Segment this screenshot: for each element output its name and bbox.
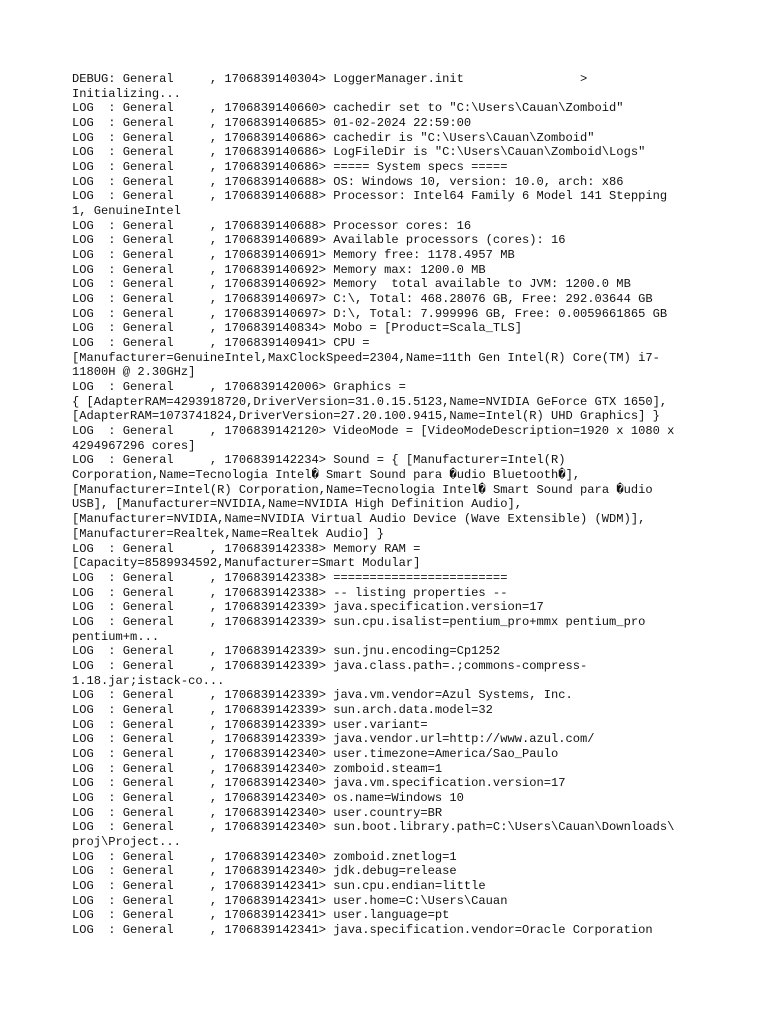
log-line: LOG : General , 1706839142340> os.name=Windows 10	[72, 790, 464, 805]
log-line: 11800H @ 2.30GHz]	[72, 365, 196, 380]
log-line: proj\Project...	[72, 834, 181, 849]
log-text-block	[72, 72, 712, 938]
log-line: LOG : General , 1706839140941> CPU =	[72, 336, 370, 351]
log-line: LOG : General , 1706839142339> java.vm.vendor=Azul Systems, Inc.	[72, 688, 573, 703]
log-line: LOG : General , 1706839142341> user.language=pt	[72, 908, 450, 923]
log-line: Corporation,Name=Tecnologia Intel� Smart Sound para �udio Bluetooth�],	[72, 468, 581, 483]
log-line: LOG : General , 1706839140688> Processor: Intel64 Family 6 Model 141 Stepping	[72, 189, 668, 204]
log-line: LOG : General , 1706839142340> zomboid.steam=1	[72, 761, 443, 776]
log-line: LOG : General , 1706839140688> OS: Windows 10, version: 10.0, arch: x86	[72, 174, 624, 189]
log-line: LOG : General , 1706839140697> D:\, Total: 7.999996 GB, Free: 0.0059661865 GB	[72, 306, 668, 321]
log-line: LOG : General , 1706839142340> user.timezone=America/Sao_Paulo	[72, 746, 559, 761]
log-line: 4294967296 cores]	[72, 438, 196, 453]
log-line: [Manufacturer=Intel(R) Corporation,Name=Tecnologia Intel� Smart Sound para �udio	[72, 482, 653, 497]
log-line: LOG : General , 1706839140691> Memory free: 1178.4957 MB	[72, 248, 515, 263]
log-line: LOG : General , 1706839142338> Memory RAM =	[72, 541, 421, 556]
log-line: LOG : General , 1706839142341> java.specification.vendor=Oracle Corporation	[72, 922, 653, 937]
log-line: LOG : General , 1706839142340> zomboid.znetlog=1	[72, 849, 457, 864]
log-line: LOG : General , 1706839142338> -- listing properties --	[72, 585, 508, 600]
log-line: LOG : General , 1706839142120> VideoMode = [VideoModeDescription=1920 x 1080 x	[72, 424, 675, 439]
log-line: LOG : General , 1706839140689> Available processors (cores): 16	[72, 233, 566, 248]
log-line: [Manufacturer=NVIDIA,Name=NVIDIA Virtual Audio Device (Wave Extensible) (WDM)],	[72, 512, 646, 527]
log-line: LOG : General , 1706839142339> sun.arch.data.model=32	[72, 702, 493, 717]
log-line: LOG : General , 1706839140697> C:\, Total: 468.28076 GB, Free: 292.03644 GB	[72, 292, 653, 307]
log-line: LOG : General , 1706839142006> Graphics =	[72, 380, 406, 395]
log-line: LOG : General , 1706839140685> 01-02-2024 22:59:00	[72, 116, 472, 131]
log-line: [Manufacturer=GenuineIntel,MaxClockSpeed=2304,Name=11th Gen Intel(R) Core(TM) i7-	[72, 350, 660, 365]
log-line: LOG : General , 1706839140686> cachedir is "C:\Users\Cauan\Zomboid"	[72, 130, 595, 145]
log-line: pentium+m...	[72, 629, 160, 644]
log-line: DEBUG: General , 1706839140304> LoggerManager.init >	[72, 72, 588, 86]
log-line: 1, GenuineIntel	[72, 204, 181, 219]
log-line: LOG : General , 1706839140692> Memory max: 1200.0 MB	[72, 262, 486, 277]
log-line: LOG : General , 1706839142341> sun.cpu.endian=little	[72, 878, 486, 893]
log-line: LOG : General , 1706839142339> java.class.path=.;commons-compress-	[72, 658, 588, 673]
log-line: LOG : General , 1706839142341> user.home=C:\Users\Cauan	[72, 893, 508, 908]
log-line: LOG : General , 1706839140692> Memory total available to JVM: 1200.0 MB	[72, 277, 631, 292]
log-line: LOG : General , 1706839142339> sun.jnu.encoding=Cp1252	[72, 644, 501, 659]
log-line: LOG : General , 1706839142340> sun.boot.library.path=C:\Users\Cauan\Downloads\	[72, 820, 675, 835]
log-line: LOG : General , 1706839140834> Mobo = [Product=Scala_TLS]	[72, 321, 522, 336]
log-line: [Capacity=8589934592,Manufacturer=Smart Modular]	[72, 556, 421, 571]
log-line: LOG : General , 1706839140686> LogFileDir is "C:\Users\Cauan\Zomboid\Logs"	[72, 145, 646, 160]
log-line: USB], [Manufacturer=NVIDIA,Name=NVIDIA High Definition Audio],	[72, 497, 522, 512]
log-line: Initializing...	[72, 86, 181, 101]
log-line: LOG : General , 1706839140660> cachedir set to "C:\Users\Cauan\Zomboid"	[72, 101, 624, 116]
log-line: LOG : General , 1706839142339> user.variant=	[72, 717, 428, 732]
log-line: LOG : General , 1706839140688> Processor cores: 16	[72, 218, 472, 233]
log-line: { [AdapterRAM=4293918720,DriverVersion=31.0.15.5123,Name=NVIDIA GeForce GTX 1650],	[72, 394, 668, 409]
log-line: LOG : General , 1706839142339> java.vendor.url=http://www.azul.com/	[72, 732, 595, 747]
log-line: LOG : General , 1706839142339> java.specification.version=17	[72, 600, 544, 615]
log-line: LOG : General , 1706839142338> ========================	[72, 570, 508, 585]
log-line: LOG : General , 1706839142340> user.country=BR	[72, 805, 443, 820]
log-line: LOG : General , 1706839142339> sun.cpu.isalist=pentium_pro+mmx pentium_pro	[72, 614, 646, 629]
log-line: LOG : General , 1706839142340> jdk.debug=release	[72, 864, 457, 879]
log-line: LOG : General , 1706839140686> ===== System specs =====	[72, 160, 508, 175]
log-line: 1.18.jar;istack-co...	[72, 673, 225, 688]
log-line: LOG : General , 1706839142340> java.vm.specification.version=17	[72, 776, 566, 791]
log-line: [AdapterRAM=1073741824,DriverVersion=27.20.100.9415,Name=Intel(R) UHD Graphics] }	[72, 409, 660, 424]
log-line: LOG : General , 1706839142234> Sound = { [Manufacturer=Intel(R)	[72, 453, 566, 468]
log-line: [Manufacturer=Realtek,Name=Realtek Audio] }	[72, 526, 385, 541]
